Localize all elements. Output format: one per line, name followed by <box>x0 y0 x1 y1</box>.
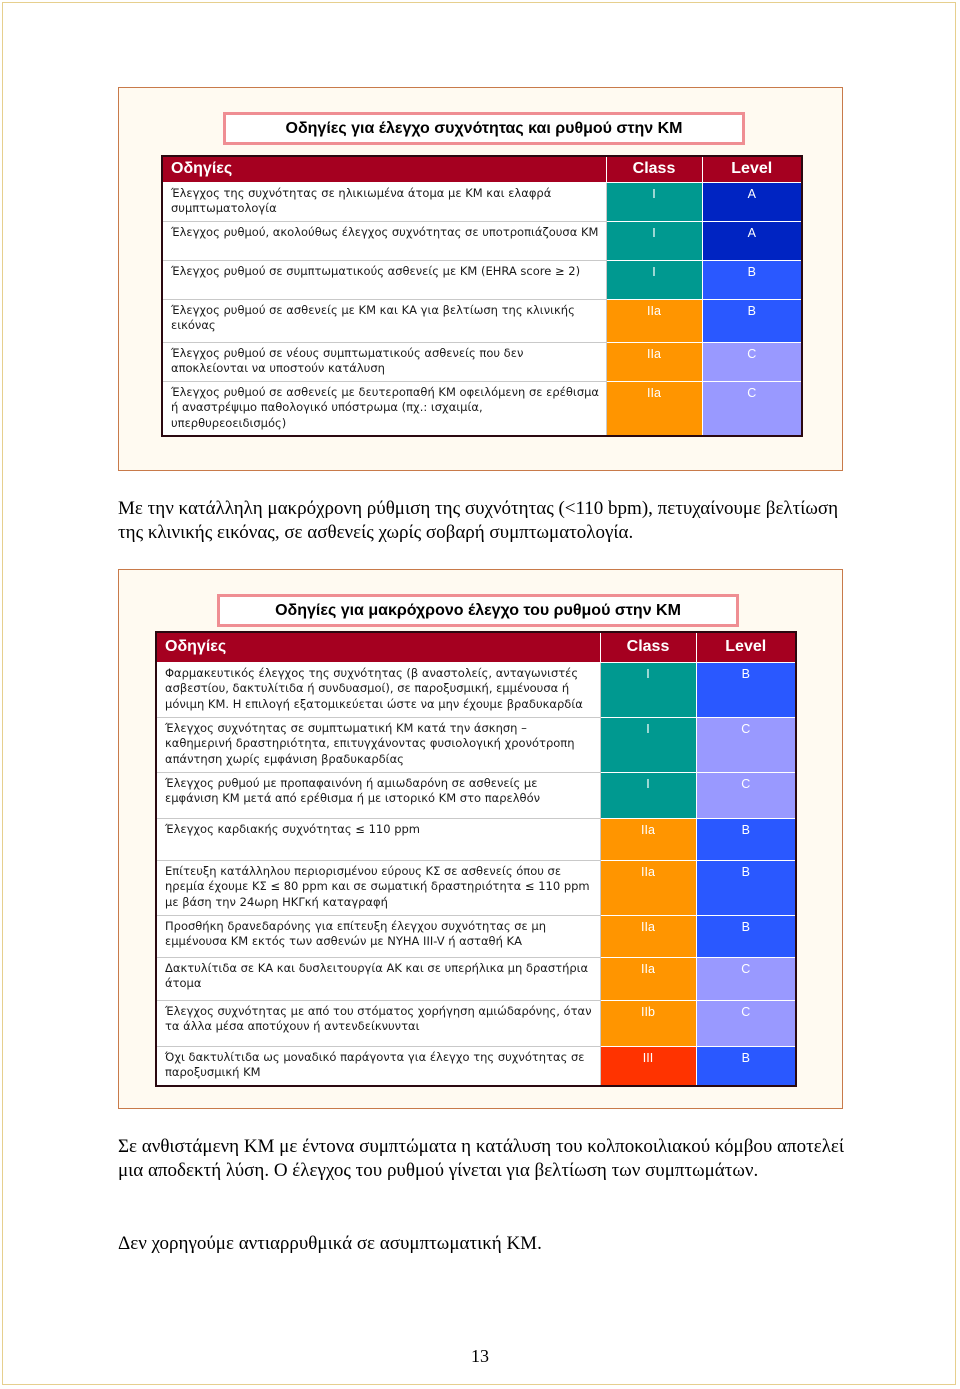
guideline-text: Φαρμακευτικός έλεγχος της συχνότητας (β αναστολείς, ανταγωνιστές ασβεστίου, δακτυλίτιδα ή συνδυασμοί), σε παροξυσμική, εμμένουσα ή μόνιμη ΚΜ. Η επιλογή εξατομικεύεται ώστε να μην έχουμε βραδυκαρδία <box>156 662 600 717</box>
guideline-text: Έλεγχος συχνότητας σε συμπτωματική ΚΜ κατά την άσκηση – καθημερινή δραστηριότητα, επιτυγχάνοντας φυσιολογική χρονότροπη απάντηση χωρίς εμφάνιση βραδυκαρδίας <box>156 717 600 772</box>
guideline-text: Έλεγχος ρυθμού σε συμπτωματικούς ασθενείς με ΚΜ (EHRA score ≥ 2) <box>162 260 606 299</box>
class-cell: IIa <box>600 915 696 957</box>
level-cell: A <box>702 221 802 260</box>
level-cell: C <box>696 957 796 1000</box>
guideline-text: Προσθήκη δρανεδαρόνης για επίτευξη έλεγχου συχνότητας σε μη εμμένουσα ΚΜ εκτός των ασθενών με NYHA III-V ή ασταθή ΚΑ <box>156 915 600 957</box>
figure-title: Οδηγίες για μακρόχρονο έλεγχο του ρυθμού στην ΚΜ <box>217 594 739 627</box>
class-cell: I <box>600 662 696 717</box>
level-cell: B <box>696 1046 796 1086</box>
guideline-text: Έλεγχος της συχνότητας σε ηλικιωμένα άτομα με ΚΜ και ελαφρά συμπτωματολογία <box>162 182 606 221</box>
guideline-text: Έλεγχος ρυθμού σε ασθενείς με δευτεροπαθή ΚΜ οφειλόμενη σε ερέθισμα ή αναστρέψιμο παθολογικό υπόστρωμα (πχ.: ισχαιμία, υπερθυρεοειδισμός) <box>162 381 606 436</box>
level-cell: C <box>696 717 796 772</box>
level-cell: C <box>696 1000 796 1046</box>
class-cell: III <box>600 1046 696 1086</box>
class-cell: IIa <box>600 957 696 1000</box>
level-cell: B <box>696 662 796 717</box>
guideline-text: Έλεγχος καρδιακής συχνότητας ≤ 110 ppm <box>156 818 600 860</box>
table-row <box>156 772 796 818</box>
table-row <box>162 260 802 299</box>
class-cell: I <box>600 717 696 772</box>
guidelines-table-rate-rhythm <box>161 155 803 437</box>
class-cell: I <box>600 772 696 818</box>
level-cell: C <box>702 381 802 436</box>
class-cell: I <box>606 260 702 299</box>
class-cell: I <box>606 221 702 260</box>
guideline-text: Δακτυλίτιδα σε ΚΑ και δυσλειτουργία ΑΚ και σε υπερήλικα μη δραστήρια άτομα <box>156 957 600 1000</box>
guideline-text: Έλεγχος ρυθμού σε νέους συμπτωματικούς ασθενείς που δεν αποκλείονται να υποστούν κατάλυση <box>162 342 606 381</box>
header-level: Level <box>702 156 802 182</box>
table-row <box>156 860 796 915</box>
table-header-row <box>162 156 802 182</box>
figure-title: Οδηγίες για έλεγχο συχνότητας και ρυθμού στην ΚΜ <box>223 112 745 145</box>
class-cell: IIa <box>606 381 702 436</box>
table-row <box>156 662 796 717</box>
table-row <box>156 1000 796 1046</box>
table-row <box>162 381 802 436</box>
table-row <box>162 342 802 381</box>
paragraph-rate-control: Με την κατάλληλη μακρόχρονη ρύθμιση της συχνότητας (<110 bpm), πετυχαίνουμε βελτίωση της κλινικής εικόνας, σε ασθενείς χωρίς σοβαρή συμπτωματολογία. <box>118 498 839 543</box>
level-cell: B <box>696 915 796 957</box>
guideline-text: Όχι δακτυλίτιδα ως μοναδικό παράγοντα για έλεγχο της συχνότητας σε παροξυσμική ΚΜ <box>156 1046 600 1086</box>
level-cell: C <box>696 772 796 818</box>
header-level: Level <box>696 632 796 662</box>
class-cell: IIa <box>600 818 696 860</box>
paragraph-ablation: Σε ανθιστάμενη ΚΜ με έντονα συμπτώματα η κατάλυση του κολποκοιλιακού κόμβου αποτελεί μια αποδεκτή λύση. Ο έλεγχος του ρυθμού γίνεται για βελτίωση των συμπτωμάτων. <box>118 1136 845 1181</box>
class-cell: IIa <box>606 299 702 342</box>
table-header-row <box>156 632 796 662</box>
table-row <box>162 221 802 260</box>
level-cell: B <box>702 260 802 299</box>
header-class: Class <box>606 156 702 182</box>
table-row <box>156 818 796 860</box>
guideline-text: Επίτευξη κατάλληλου περιορισμένου εύρους ΚΣ σε ασθενείς όπου σε ηρεμία έχουμε ΚΣ ≤ 80 ppm και σε σωματική δραστηριότητα ≤ 110 ppm με βάση την 24ωρη ΗΚΓκή καταγραφή <box>156 860 600 915</box>
guidelines-table-long-term <box>155 631 797 1087</box>
figure-panel-long-term-rhythm <box>118 569 843 1109</box>
header-guidelines: Οδηγίες <box>156 632 600 662</box>
level-cell: A <box>702 182 802 221</box>
table-row <box>156 717 796 772</box>
table-row <box>156 957 796 1000</box>
level-cell: B <box>702 299 802 342</box>
guideline-text: Έλεγχος ρυθμού σε ασθενείς με ΚΜ και ΚΑ για βελτίωση της κλινικής εικόνας <box>162 299 606 342</box>
page-number: 13 <box>471 1346 489 1366</box>
header-class: Class <box>600 632 696 662</box>
level-cell: B <box>696 860 796 915</box>
header-guidelines: Οδηγίες <box>162 156 606 182</box>
guideline-text: Έλεγχος ρυθμού, ακολούθως έλεγχος συχνότητας σε υποτροπιάζουσα ΚΜ <box>162 221 606 260</box>
class-cell: IIa <box>606 342 702 381</box>
guideline-text: Έλεγχος συχνότητας με από του στόματος χορήγηση αμιώδαρόνης, όταν τα άλλα μέσα αποτύχουν ή αντενδείκνυνται <box>156 1000 600 1046</box>
table-row <box>156 915 796 957</box>
class-cell: IIb <box>600 1000 696 1046</box>
paragraph-asymptomatic: Δεν χορηγούμε αντιαρρυθμικά σε ασυμπτωματική ΚΜ. <box>118 1233 542 1254</box>
level-cell: C <box>702 342 802 381</box>
guideline-text: Έλεγχος ρυθμού με προπαφαινόνη ή αμιωδαρόνη σε ασθενείς με εμφάνιση ΚΜ μετά από ερέθισμα ή με ιστορικό ΚΜ στο παρελθόν <box>156 772 600 818</box>
class-cell: I <box>606 182 702 221</box>
table-row <box>162 182 802 221</box>
class-cell: IIa <box>600 860 696 915</box>
table-row <box>162 299 802 342</box>
figure-panel-rate-rhythm <box>118 87 843 471</box>
level-cell: B <box>696 818 796 860</box>
table-row <box>156 1046 796 1086</box>
